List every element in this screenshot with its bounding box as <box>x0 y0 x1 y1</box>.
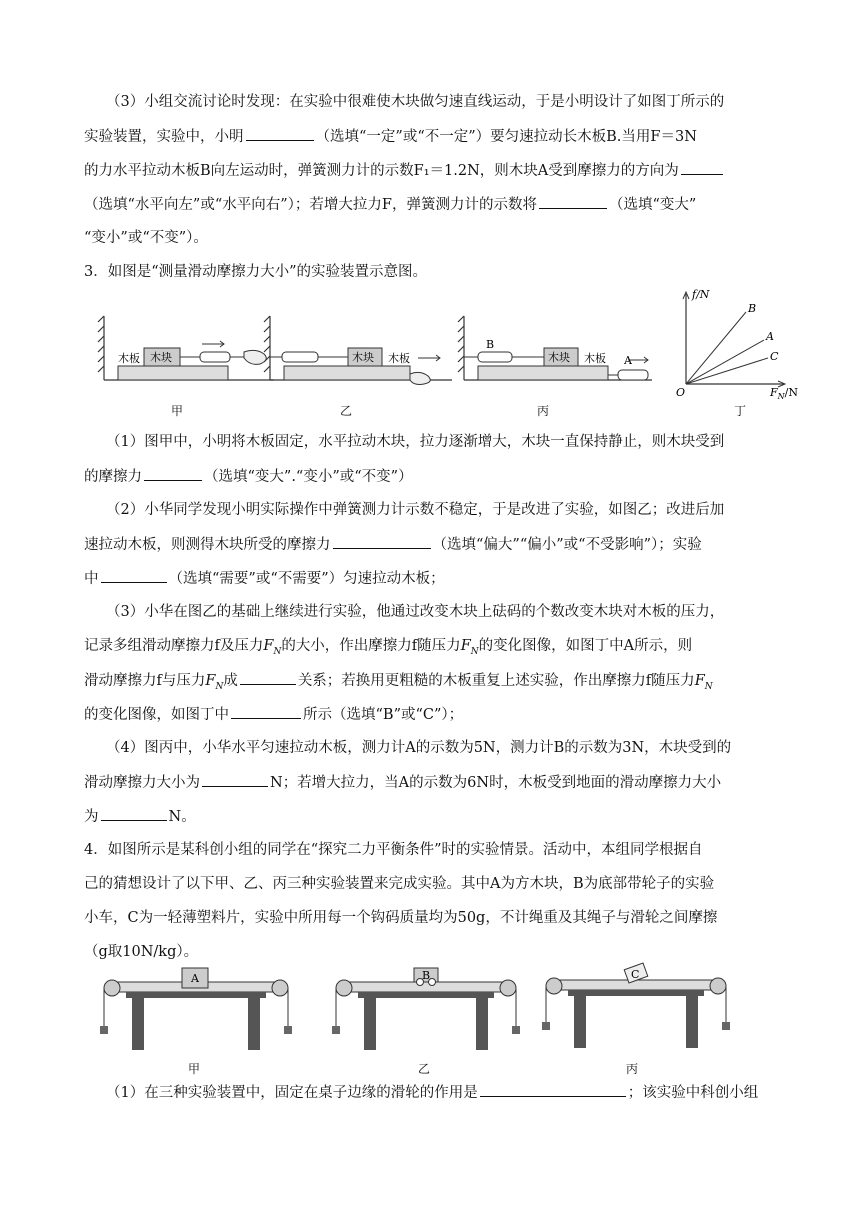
answer-blank[interactable] <box>681 160 723 175</box>
board <box>284 366 410 380</box>
answer-blank[interactable] <box>101 806 167 821</box>
answer-blank[interactable] <box>480 1082 626 1097</box>
q2-part3-line1: （3）小组交流讨论时发现：在实验中很难使木块做匀速直线运动，于是小明设计了如图丁所示的 <box>106 94 725 110</box>
q3-p1-line2: 的摩擦力 （选填“变大”.“变小”或“不变”） <box>84 466 413 487</box>
line-c-label: C <box>770 350 779 363</box>
fig-caption: 丁 <box>733 404 746 418</box>
q2-part3-line2: 实验装置，实验中，小明 （选填“一定”或“不一定”）要匀速拉动长木板B.当用F＝3N <box>84 126 697 147</box>
fig-caption: 甲 <box>170 404 183 418</box>
q3-p2-line3: 中 （选填“需要”或“不需要”）匀速拉动木板； <box>84 568 445 589</box>
q4-line4: （g取10N/kg）。 <box>84 944 199 960</box>
answer-blank[interactable] <box>202 772 268 787</box>
x-axis-label: $F_N/N$ <box>770 386 798 400</box>
q3-p3-line2: 记录多组滑动摩擦力f及压力$F_N$的大小，作出摩擦力f随压力$F_N$的变化图像，如图丁中A所示，则 <box>84 638 693 657</box>
label-c: C <box>631 968 640 981</box>
q4-line2: 己的猜想设计了以下甲、乙、丙三种实验装置来完成实验。其中A为方木块，B为底部带轮子的实验 <box>84 876 715 892</box>
origin-label: O <box>676 386 686 399</box>
q2-part3-line4: （选填“水平向左”或“水平向右”）；若增大拉力F，弹簧测力计的示数将 （选填“变大” <box>84 194 696 215</box>
fig-jia <box>96 308 276 396</box>
answer-blank[interactable] <box>240 670 296 685</box>
fig-caption: 丙 <box>536 404 549 418</box>
answer-blank[interactable] <box>101 568 167 583</box>
label-a: A <box>191 972 199 985</box>
q3-p3-line3: 滑动摩擦力f与压力$F_N$成 关系；若换用更粗糙的木板重复上述实验，作出摩擦力f随压力$F_N$ <box>84 670 713 697</box>
answer-blank[interactable] <box>333 534 431 549</box>
board-label: 木板 <box>584 352 606 365</box>
q4-p1-line1: （1）在三种实验装置中，固定在桌子边缘的滑轮的作用是 ；该实验中科创小组 <box>106 1082 758 1103</box>
label-b: B <box>422 969 431 982</box>
label-b: B <box>486 338 495 351</box>
answer-blank[interactable] <box>144 466 202 481</box>
fig-caption: 乙 <box>339 404 352 418</box>
fig-caption: 丙 <box>625 1062 638 1076</box>
board <box>118 366 228 380</box>
spring-scale-a <box>618 370 648 380</box>
line-a-label: A <box>766 330 774 343</box>
fig-caption: 乙 <box>417 1062 430 1076</box>
spring-scale-b <box>478 352 512 362</box>
q3-p3-line1: （3）小华在图乙的基础上继续进行实验，他通过改变木块上砝码的个数改变木块对木板的压力， <box>106 604 725 620</box>
fig-caption: 甲 <box>187 1062 200 1076</box>
q3-p4-line3: 为 N。 <box>84 806 196 827</box>
q2-part3-line3: 的力水平拉动木板B向左运动时，弹簧测力计的示数F₁＝1.2N，则木块A受到摩擦力的方向为 <box>84 160 725 181</box>
hand-icon <box>410 372 430 384</box>
line-b <box>686 312 746 384</box>
line-a <box>686 340 764 384</box>
spring-scale <box>282 352 318 362</box>
q3-p2-line1: （2）小华同学发现小明实际操作中弹簧测力计示数不稳定，于是改进了实验，如图乙；改进后加 <box>106 502 725 518</box>
q3-p1-line1: （1）图甲中，小明将木板固定，水平拉动木块，拉力逐渐增大，木块一直保持静止，则木块受到 <box>106 434 725 450</box>
fig-q4-bing <box>538 960 734 1052</box>
line-b-label: B <box>748 302 757 315</box>
fig-q4-jia <box>96 962 296 1052</box>
spring-scale <box>200 352 230 362</box>
board <box>478 366 608 380</box>
fig-ding-graph <box>672 284 802 400</box>
answer-blank[interactable] <box>539 194 607 209</box>
fig-yi <box>262 308 454 396</box>
q3-title: 3．如图是“测量滑动摩擦力大小”的实验装置示意图。 <box>84 264 428 280</box>
q3-p4-line2: 滑动摩擦力大小为 N；若增大拉力，当A的示数为6N时，木板受到地面的滑动摩擦力大小 <box>84 772 721 793</box>
board-label: 木板 <box>118 352 140 365</box>
y-axis-label: f/N <box>692 288 710 301</box>
label-a: A <box>624 354 632 367</box>
q3-p2-line2: 速拉动木板，则测得木块所受的摩擦力 （选填“偏大”“偏小”或“不受影响”）；实验 <box>84 534 702 555</box>
board-label: 木板 <box>388 352 410 365</box>
block-label: 木块 <box>548 351 570 364</box>
q3-p3-line4: 的变化图像，如图丁中 所示（选填“B”或“C”）； <box>84 704 463 725</box>
q4-line1: 4．如图所示是某科创小组的同学在“探究二力平衡条件”时的实验情景。活动中，本组同学根据自 <box>84 842 703 858</box>
q4-line3: 小车，C为一轻薄塑料片，实验中所用每一个钩码质量均为50g，不计绳重及其绳子与滑轮之间摩擦 <box>84 910 718 926</box>
answer-blank[interactable] <box>246 126 314 141</box>
line-c <box>686 358 768 384</box>
block-label: 木块 <box>150 351 172 364</box>
answer-blank[interactable] <box>231 704 301 719</box>
fig-bing <box>456 308 656 396</box>
q2-part3-line5: “变小”或“不变”）。 <box>84 230 208 246</box>
block-label: 木块 <box>352 351 374 364</box>
q3-p4-line1: （4）图丙中，小华水平匀速拉动木板，测力计A的示数为5N，测力计B的示数为3N，木块受到的 <box>106 740 732 756</box>
fig-q4-yi <box>328 962 524 1052</box>
